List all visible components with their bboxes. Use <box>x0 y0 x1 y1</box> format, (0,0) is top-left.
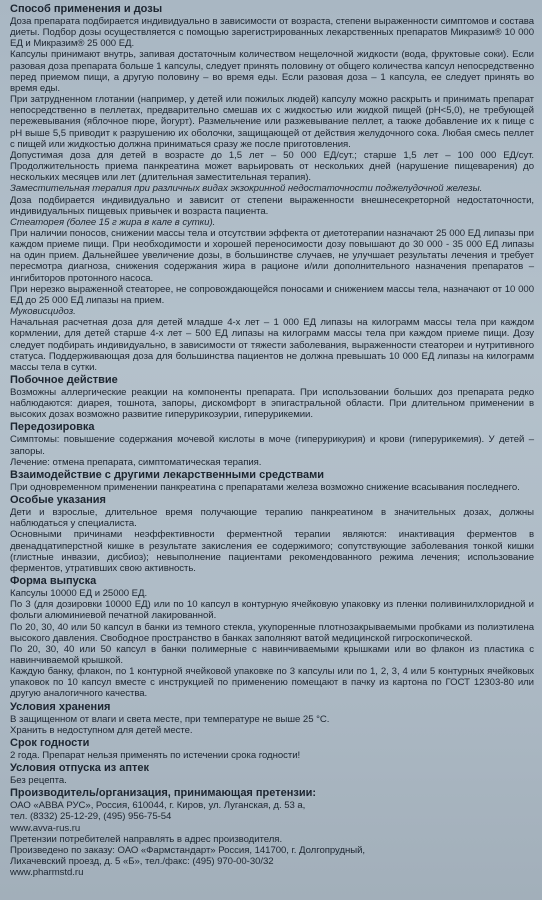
section-4 <box>10 494 534 574</box>
section-7 <box>10 737 534 761</box>
section-heading: Взаимодействие с другими лекарственными средствами <box>10 468 325 481</box>
section-3 <box>10 469 534 493</box>
paragraph: Лечение: отмена препарата, симптоматическая терапия. <box>10 456 262 468</box>
section-heading: Форма выпуска <box>10 575 97 588</box>
paragraph: При одновременном применении панкреатина с препаратами железа возможно снижение всасывания последнего. <box>10 481 520 493</box>
paragraph: Капсулы принимают внутрь, запивая достаточным количеством нещелочной жидкости (вода, фруктовые соки). Если разовая доза препарата больше 1 капсулы, следует принять половину от общего количества капсул непосредственно перед приемом пищи, а другую половину – во время еды. Если разовая доза – 1 капсула, ее следует принять во время еды. <box>10 49 534 94</box>
paragraph: Основными причинами неэффективности ферментной терапии являются: инактивация ферментов в двенадцатиперстной кишке в результате закисления ее содержимого; сопутствующие заболевания тонкой кишки (глистные инвазии, дисбиоз); невыполнение пациентами рекомендованного режима лечения; использование ферментов, утративших свою активность. <box>10 529 534 574</box>
paragraph: При затрудненном глотании (например, у детей или пожилых людей) капсулу можно раскрыть и принимать препарат непосредственно в пеллетах, предварительно смешав их с жидкостью или жидкой пищей (pH<5,0), не требующей пережевывания (яблочное пюре, йогурт). Размельчение или разжевывание пеллет, а также добавление их к пище с pH выше 5,5 приводит к разрушению их оболочки, защищающей от действия желудочного сока. Любая смесь пеллет с пищей или жидкостью должна приниматься сразу же после приготовления. <box>10 94 534 150</box>
section-8 <box>10 762 534 786</box>
paragraph: Заместительная терапия при различных видах экзокринной недостаточности поджелудочной железы. <box>10 183 483 195</box>
paragraph: www.avva-rus.ru <box>10 822 81 834</box>
section-heading: Условия отпуска из аптек <box>10 762 150 775</box>
paragraph: www.pharmstd.ru <box>10 867 84 879</box>
paragraph: Каждую банку, флакон, по 1 контурной ячейковой упаковке по 3 капсулы или по 1, 2, 3, 4 или 5 контурных ячейковых упаковок по 10 капсул вместе с инструкцией по применению помещают в пачку из картона по ГОСТ 12303-80 или другую аналогичного качества. <box>10 666 534 700</box>
paragraph: Хранить в недоступном для детей месте. <box>10 724 193 736</box>
paragraph: Доза подбирается индивидуально и зависит от степени выраженности внешнесекреторной недостаточности, индивидуальных пищевых привычек и возраста пациента. <box>10 194 534 217</box>
paragraph: Дети и взрослые, длительное время получающие терапию панкреатином в значительных дозах, должны наблюдаться у специалиста. <box>10 507 534 530</box>
section-6 <box>10 701 534 736</box>
paragraph: ОАО «АВВА РУС», Россия, 610044, г. Киров, ул. Луганская, д. 53 а, <box>10 800 306 812</box>
paragraph: Капсулы 10000 ЕД и 25000 ЕД. <box>10 588 148 600</box>
section-heading: Условия хранения <box>10 700 111 713</box>
paragraph: Возможны аллергические реакции на компоненты препарата. При использовании больших доз препарата редко наблюдаются: диарея, тошнота, запоры, дискомфорт в эпигастральной области. При длительном применении в высоких дозах возможно развитие гиперурикозурии, гиперурикемии. <box>10 387 534 421</box>
paragraph: При нерезко выраженной стеаторее, не сопровождающейся поносами и снижением массы тела, назначают от 10 000 ЕД до 25 000 ЕД липазы на прием. <box>10 283 534 306</box>
paragraph: По 20, 30, 40 или 50 капсул в банки из темного стекла, укупоренные плотнозакрываемыми пробками из полиэтилена высокого давления. Свободное пространство в банках заполняют ватой медицинской гигроскопической. <box>10 621 534 644</box>
paragraph: Муковисцидоз. <box>10 306 76 318</box>
section-heading: Срок годности <box>10 736 90 749</box>
paragraph: Произведено по заказу: ОАО «Фармстандарт» Россия, 141700, г. Долгопрудный, <box>10 844 366 856</box>
paragraph: 2 года. Препарат нельзя применять по истечении срока годности! <box>10 749 301 761</box>
section-heading: Особые указания <box>10 494 106 507</box>
section-9 <box>10 787 534 878</box>
section-2 <box>10 421 534 467</box>
paragraph: Допустимая доза для детей в возрасте до 1,5 лет – 50 000 ЕД/сут.; старше 1,5 лет – 100 000 ЕД/сут. Продолжительность приема панкреатина может варьировать от нескольких дней (нарушение пищеварения) до нескольких месяцев или лет (длительная заместительная терапия). <box>10 149 534 184</box>
section-heading: Производитель/организация, принимающая претензии: <box>10 787 317 800</box>
paragraph: По 3 (для дозировки 10000 ЕД) или по 10 капсул в контурную ячейковую упаковку из пленки поливинилхлоридной и фольги алюминиевой печатной лакированной. <box>10 599 534 622</box>
paragraph: Доза препарата подбирается индивидуально в зависимости от возраста, степени выраженности симптомов и состава диеты. Подбор дозы осуществляется с помощью зарегистрированных лекарственных препаратов Микразим® 10 000 ЕД и Микразим® 25 000 ЕД. <box>10 16 534 50</box>
section-1 <box>10 374 534 420</box>
paragraph: Стеаторея (более 15 г жира в кале в сутки). <box>10 216 216 228</box>
paragraph: Симптомы: повышение содержания мочевой кислоты в моче (гиперурикурия) и крови (гиперурикемия). У детей – запоры. <box>10 434 534 457</box>
paragraph: Лихачевский проезд, д. 5 «Б», тел./факс: (495) 970-00-30/32 <box>10 856 274 867</box>
section-5 <box>10 575 534 700</box>
paragraph: В защищенном от влаги и света месте, при температуре не выше 25 °С. <box>10 713 330 725</box>
section-0 <box>10 3 534 373</box>
paragraph: тел. (8332) 25-12-29, (495) 956-75-54 <box>10 811 172 823</box>
section-heading: Побочное действие <box>10 374 118 386</box>
paragraph: При наличии поносов, снижении массы тела и отсутствии эффекта от диетотерапии назначают 25 000 ЕД липазы при каждом приеме пищи. При необходимости и хорошей переносимости дозу повышают до 30 000 - 35 000 ЕД липазы на один прием. Дальнейшее увеличение дозы, в большинстве случаев, не улучшает результаты лечения и требует пересмотра диагноза, снижения содержания жира в рационе и/или дополнительного назначения препаратов – ингибиторов протонного насоса. <box>10 227 534 284</box>
paragraph: Без рецепта. <box>10 775 67 787</box>
section-heading: Передозировка <box>10 421 95 434</box>
paragraph: Начальная расчетная доза для детей младше 4-х лет – 1 000 ЕД липазы на килограмм массы тела при каждом кормлении, для детей старше 4-х лет – 500 ЕД липазы на килограмм массы тела при каждом приеме пищи. Дозу следует подбирать индивидуально, в зависимости от тяжести заболевания, выраженности стеатореи и нутритивного статуса. Поддерживающая доза для большинства пациентов не должна превышать 10 000 ЕД липазы на килограмм массы тела в сутки. <box>10 317 534 373</box>
section-heading: Способ применения и дозы <box>10 3 163 15</box>
paragraph: По 20, 30, 40 или 50 капсул в банки полимерные с навинчиваемыми крышками или во флакон из пластика с навинчиваемой крышкой. <box>10 643 534 666</box>
paragraph: Претензии потребителей направлять в адрес производителя. <box>10 833 283 845</box>
